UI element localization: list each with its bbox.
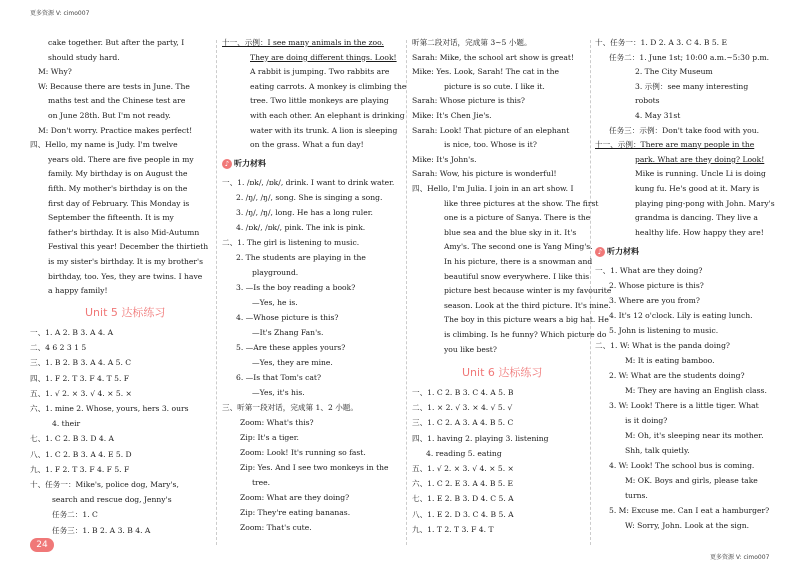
text-line: 4. May 31st <box>635 111 681 120</box>
text-line: 十、任务一：Mike's, police dog, Mary's, <box>30 480 179 489</box>
text-line: you like best? <box>444 344 497 354</box>
headphone-icon: ♪ <box>222 159 232 169</box>
page-number: 24 <box>30 538 54 552</box>
text-line: 九、1. T 2. T 3. F 4. T <box>412 524 494 534</box>
text-line: 十、任务一：1. D 2. A 3. C 4. B 5. E <box>595 38 728 47</box>
text-line: beautiful snow everywhere. I like this <box>444 271 590 281</box>
text-line: They are doing different things. Look! <box>250 52 397 62</box>
text-line: 十一、示例：There are many people in the <box>595 140 755 150</box>
text-line: 2. The City Museum <box>635 67 713 77</box>
text-line: cake together. But after the party, I <box>48 38 185 47</box>
text-line: 三、1. C 2. A 3. A 4. B 5. C <box>412 418 514 428</box>
text-line: park. What are they doing? Look! <box>635 154 765 164</box>
text-line: 2. Whose picture is this? <box>609 281 704 290</box>
text-line: on the grass. What a fun day! <box>250 140 364 150</box>
text-line: Zoom: That's cute. <box>240 523 312 532</box>
text-line: 2. W: What are the students doing? <box>609 371 745 380</box>
text-line: M: They are having an English class. <box>625 386 767 395</box>
text-line: 四、1. having 2. playing 3. listening <box>412 433 549 443</box>
text-line: turns. <box>625 491 648 500</box>
listening-material-label: ♪ 听力材料 <box>222 158 266 169</box>
text-line: 3. 示例：see many interesting <box>635 81 749 91</box>
text-line: 一、1. /ɒk/, /ɒk/, drink. I want to drink water. <box>222 178 395 187</box>
text-line: Zoom: Look! It's running so fast. <box>240 448 366 457</box>
text-line: M: OK. Boys and girls, please take <box>625 476 758 485</box>
unit5-title: Unit 5 达标练习 <box>85 306 166 319</box>
text-line: years old. There are five people in my <box>48 154 194 164</box>
text-line: 3. W: Look! There is a little tiger. What <box>609 401 759 410</box>
unit6-title: Unit 6 达标练习 <box>462 366 543 379</box>
text-line: 任务二：1. June 1st; 10:00 a.m.~5:30 p.m. <box>609 52 770 62</box>
text-line: Sarah: Mike, the school art show is great! <box>412 52 575 62</box>
text-line: season. Look at the third picture. It's mine. <box>444 300 611 310</box>
text-line: In his picture, there is a snowman and <box>444 257 593 266</box>
text-line: 6. —Is that Tom's cat? <box>236 373 322 382</box>
text-line: is nice, too. Whose is it? <box>444 140 537 150</box>
text-line: 六、1. mine 2. Whose, yours, hers 3. ours <box>30 404 189 413</box>
text-line: water with its trunk. A lion is sleeping <box>250 125 398 135</box>
text-line: M: Don't worry. Practice makes perfect! <box>38 125 193 135</box>
text-line: Mike: It's John's. <box>412 154 477 164</box>
text-line: Zoom: What's this? <box>240 418 314 427</box>
text-line: —It's Zhang Fan's. <box>252 328 324 337</box>
text-line: like three pictures at the show. The first <box>444 198 599 208</box>
text-line: Sarah: Look! That picture of an elephant <box>412 125 570 135</box>
text-line: Shh, talk quietly. <box>625 446 690 455</box>
text-line: 一、1. What are they doing? <box>595 266 703 275</box>
column-divider <box>406 40 407 545</box>
text-line: family. My birthday is on August the <box>48 169 188 179</box>
text-line: 四、Hello, I'm Julia. I join in an art show. I <box>412 184 574 193</box>
headphone-icon: ♪ <box>595 247 605 257</box>
text-line: playground. <box>252 268 299 277</box>
text-line: 2. /ŋ/, /ŋ/, song. She is singing a song. <box>236 193 383 202</box>
text-line: blue sea and the blue sky in it. It's <box>444 227 577 237</box>
column-3 <box>412 0 612 566</box>
text-line: should study hard. <box>48 52 120 62</box>
text-line: 4. W: Look! The school bus is coming. <box>609 461 755 470</box>
text-line: The boy in this picture wears a big hat. He <box>444 315 609 325</box>
text-line: first day of February. This Monday is <box>48 198 190 208</box>
text-line: is it doing? <box>625 416 668 425</box>
text-line: grandma is dancing. They live a <box>635 213 758 223</box>
text-line: 六、1. C 2. E 3. A 4. B 5. E <box>412 479 514 489</box>
text-line: 5. M: Excuse me. Can I eat a hamburger? <box>609 506 770 515</box>
column-1 <box>30 0 210 566</box>
text-line: 4. their <box>52 419 81 429</box>
text-line: 二、1. × 2. √ 3. × 4. √ 5. √ <box>412 403 513 413</box>
text-line: Zip: It's a tiger. <box>240 433 299 442</box>
column-4 <box>595 0 785 566</box>
text-line: tree. <box>252 478 271 487</box>
text-line: is climbing. Is he funny? Which picture do <box>444 330 607 339</box>
column-2 <box>222 0 407 566</box>
text-line: a happy family! <box>48 286 108 296</box>
text-line: 七、1. E 2. B 3. D 4. C 5. A <box>412 494 514 504</box>
text-line: fifth. My mother's birthday is on the <box>48 184 188 193</box>
text-line: Sarah: Wow, his picture is wonderful! <box>412 169 557 179</box>
text-line: Sarah: Whose picture is this? <box>412 96 525 106</box>
text-line: A rabbit is jumping. Two rabbits are <box>250 67 390 77</box>
text-line: M: It is eating bamboo. <box>625 356 715 365</box>
text-line: W: Because there are tests in June. The <box>38 81 190 91</box>
text-line: 三、听第一段对话，完成第 1、2 小题。 <box>222 403 358 412</box>
text-line: 任务二：1. C <box>52 510 98 520</box>
text-line: 二、1. The girl is listening to music. <box>222 238 360 247</box>
text-line: on June 28th. But I'm not ready. <box>48 111 171 120</box>
text-line: 七、1. C 2. B 3. D 4. A <box>30 434 115 444</box>
text-line: Mike is running. Uncle Li is doing <box>635 169 766 179</box>
text-line: picture is so cute. I like it. <box>444 81 545 91</box>
text-line: 十一、示例：I see many animals in the zoo. <box>222 38 384 47</box>
text-line: 二、4 6 2 3 1 5 <box>30 343 87 353</box>
text-line: tree. Two little monkeys are playing <box>250 96 389 106</box>
text-line: 4. It's 12 o'clock. Lily is eating lunch. <box>609 311 753 320</box>
text-line: playing ping-pong with John. Mary's <box>635 198 775 208</box>
text-line: 三、1. B 2. B 3. A 4. A 5. C <box>30 358 132 368</box>
text-line: Zoom: What are they doing? <box>240 493 350 502</box>
text-line: 四、1. F 2. T 3. F 4. T 5. F <box>30 373 130 383</box>
text-line: robots <box>635 96 660 106</box>
text-line: birthday, too. Yes, they are twins. I have <box>48 271 203 281</box>
text-line: 九、1. F 2. T 3. F 4. F 5. F <box>30 464 130 474</box>
text-line: picture best because winter is my favourite <box>444 286 612 296</box>
text-line: 听第二段对话，完成第 3~5 小题。 <box>412 38 532 47</box>
text-line: 五、1. √ 2. × 3. √ 4. × 5. × <box>30 388 132 398</box>
text-line: father's birthday. It is also Mid-Autumn <box>48 227 200 237</box>
text-line: —Yes, it's his. <box>252 388 305 397</box>
listening-material-label: ♪ 听力材料 <box>595 246 639 257</box>
column-divider <box>216 40 217 545</box>
text-line: M: Why? <box>38 67 72 77</box>
text-line: Mike: It's Chen Jie's. <box>412 111 492 120</box>
text-line: 任务三：1. B 2. A 3. B 4. A <box>52 525 151 535</box>
text-line: 八、1. C 2. B 3. A 4. E 5. D <box>30 449 132 459</box>
text-line: 一、1. C 2. B 3. C 4. A 5. B <box>412 388 514 397</box>
text-line: 四、Hello, my name is Judy. I'm twelve <box>30 140 178 150</box>
text-line: M: Oh, it's sleeping near its mother. <box>625 431 764 440</box>
text-line: healthy life. How happy they are! <box>635 227 764 237</box>
text-line: Zip: Yes. And I see two monkeys in the <box>240 463 389 472</box>
text-line: 5. —Are these apples yours? <box>236 343 346 352</box>
text-line: 任务三：示例：Don't take food with you. <box>609 125 760 135</box>
text-line: 五、1. √ 2. × 3. √ 4. × 5. × <box>412 464 514 473</box>
text-line: kung fu. He's good at it. Mary is <box>635 184 760 193</box>
text-line: 八、1. E 2. D 3. C 4. B 5. A <box>412 509 514 519</box>
text-line: one is a picture of Sanya. There is the <box>444 213 591 223</box>
text-line: maths test and the Chinese test are <box>48 96 186 106</box>
text-line: Zip: They're eating bananas. <box>240 508 351 517</box>
text-line: Mike: Yes. Look, Sarah! The cat in the <box>412 67 559 77</box>
text-line: 3. —Is the boy reading a book? <box>236 283 356 292</box>
corner-watermark-bottom: 更多资源 V: cimo007 <box>710 554 770 561</box>
text-line: search and rescue dog, Jenny's <box>52 495 172 505</box>
text-line: 4. —Whose picture is this? <box>236 313 339 322</box>
text-line: 3. Where are you from? <box>609 296 700 305</box>
text-line: Festival this year! December the thirtieth <box>48 242 209 252</box>
text-line: —Yes, they are mine. <box>252 358 333 367</box>
text-line: eating carrots. A monkey is climbing the <box>250 81 407 91</box>
text-line: 4. reading 5. eating <box>426 448 502 458</box>
text-line: 一、1. A 2. B 3. A 4. A <box>30 328 114 337</box>
text-line: 4. /ɒk/, /ɒk/, pink. The ink is pink. <box>236 223 366 232</box>
text-line: Amy's. The second one is Yang Ming's. <box>444 242 593 252</box>
text-line: is my sister's birthday. It is my brother's <box>48 257 204 266</box>
text-line: 3. /ŋ/, /ŋ/, long. He has a long ruler. <box>236 208 373 217</box>
text-line: September the fifteenth. It is my <box>48 213 174 223</box>
text-line: 2. The students are playing in the <box>236 253 366 262</box>
text-line: 二、1. W: What is the panda doing? <box>595 341 731 350</box>
text-line: —Yes, he is. <box>252 298 298 307</box>
text-line: W: Sorry, John. Look at the sign. <box>625 521 750 530</box>
text-line: with each other. An elephant is drinking <box>250 111 405 120</box>
corner-watermark-top: 更多资源 V: cimo007 <box>30 10 90 17</box>
text-line: 5. John is listening to music. <box>609 326 719 335</box>
